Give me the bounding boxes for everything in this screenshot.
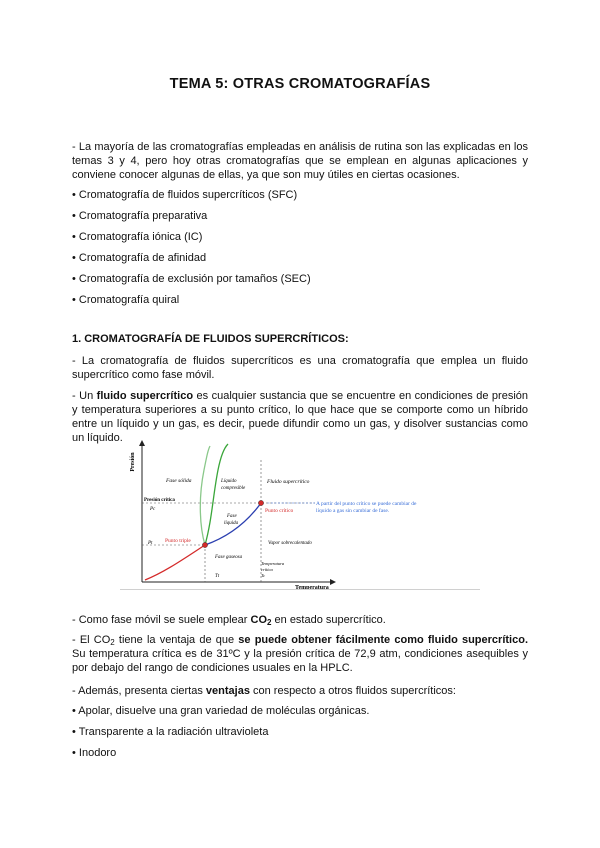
supercritical-fluid-paragraph: - Un fluido supercrítico es cualquier sustancia que se encuentre en condiciones de presión y temperatura superiores a su punto crítico, lo que hace que se comporte como un híbrido entre un líquido y un gas, es decir, puede difundir como un gas, y disolver sustancias como un líquido. <box>72 390 528 444</box>
diagram-note-line1: A partir del punto crítico se puede cambiar de <box>316 501 417 507</box>
y-axis-label: Presión <box>130 452 136 472</box>
co2-mobile-phase-paragraph: - Como fase móvil se suele emplear $CO_2$ en estado supercrítico. <box>72 614 386 627</box>
triple-point-marker <box>202 542 207 547</box>
y-axis-arrow <box>139 440 145 446</box>
label-punto-critico: Punto crítico <box>265 508 294 514</box>
melting-curve <box>205 444 228 545</box>
list-item: • Cromatografía de fluidos supercríticos (SFC) <box>72 189 298 201</box>
label-fase-liquida-2: líquida <box>224 521 239 526</box>
label-fase-solida: Fase sólida <box>166 478 192 484</box>
label-pt: Pt <box>148 541 153 546</box>
intro-paragraph: - La mayoría de las cromatografías empleadas en análisis de rutina son las explicadas en los temas 3 y 4, pero hoy otras cromatografías que se emplean en algunas aplicaciones y conviene conocer algunas de ellas, ya que son muy útiles en ciertas ocasiones. <box>72 141 528 181</box>
label-temp-critica-2: crítica <box>261 567 273 572</box>
list-item: • Inodoro <box>72 747 117 759</box>
sublimation-curve <box>145 545 205 580</box>
critical-point-marker <box>258 500 263 505</box>
label-liquido-compresible-2: compresible <box>221 486 246 491</box>
label-fase-liquida-1: Fase <box>227 514 237 519</box>
sfc-definition-paragraph: - La cromatografía de fluidos supercríticos es una cromatografía que emplea un fluido supercrítico como fase móvil. <box>72 355 528 381</box>
label-presion-critica: Presión crítica <box>144 498 175 503</box>
term-fluido-supercritico: fluido supercrítico <box>96 390 194 402</box>
advantages-intro-paragraph: - Además, presenta ciertas ventajas con respecto a otros fluidos supercríticos: <box>72 685 456 697</box>
label-fluido-supercritico: Fluido supercrítico <box>267 479 310 485</box>
list-item: • Transparente a la radiación ultravioleta <box>72 726 269 738</box>
label-punto-triple: Punto triple <box>165 538 191 544</box>
list-item: • Cromatografía preparativa <box>72 210 208 222</box>
list-item: • Cromatografía iónica (IC) <box>72 231 203 243</box>
co2-advantage-paragraph: - El $CO_2$ tiene la ventaja de que se puede obtener fácilmente como fluido supercrítico. Su temperatura crítica es de 31ºC y la presión crítica de 72,9 atm, condiciones asequibles y por debajo del rango de condiciones usuales en la HPLC. <box>72 634 528 674</box>
label-fase-gaseosa: Fase gaseosa <box>215 555 243 560</box>
label-vapor: Vapor sobrecalentado <box>268 541 312 546</box>
page-title: TEMA 5: OTRAS CROMATOGRAFÍAS <box>169 76 431 92</box>
list-item: • Cromatografía de exclusión por tamaños (SEC) <box>72 273 311 285</box>
section-heading: 1. CROMATOGRAFÍA DE FLUIDOS SUPERCRÍTICOS: <box>72 333 349 345</box>
phase-diagram <box>120 440 480 590</box>
diagram-note-line2: líquido a gas sin cambiar de fase. <box>316 508 390 514</box>
label-tc: Tc <box>261 573 266 578</box>
label-tt: Tt <box>215 574 220 579</box>
label-pc: Pc <box>150 507 156 512</box>
list-item: • Apolar, disuelve una gran variedad de moléculas orgánicas. <box>72 705 370 717</box>
list-item: • Cromatografía quiral <box>72 294 180 306</box>
x-axis-label: Temperatura <box>295 585 329 590</box>
list-item: • Cromatografía de afinidad <box>72 252 207 264</box>
label-temp-critica-1: Temperatura <box>261 561 285 566</box>
label-liquido-compresible-1: Líquido <box>221 479 237 484</box>
x-axis-arrow <box>330 579 336 585</box>
